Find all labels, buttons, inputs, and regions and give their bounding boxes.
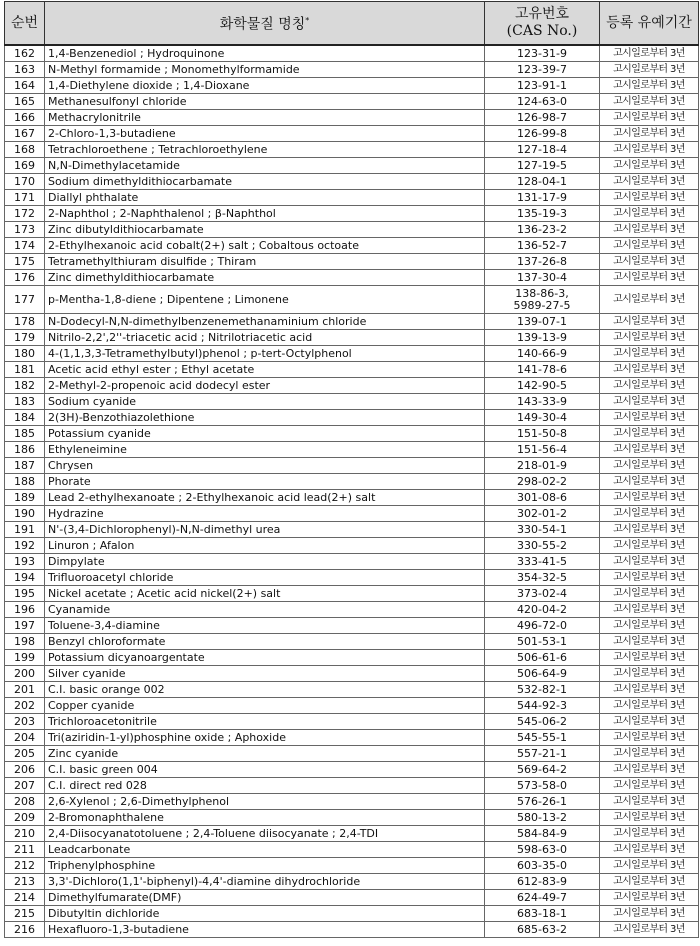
cas-number: 301-08-6	[485, 490, 600, 506]
chemical-name: Lead 2-ethylhexanoate ; 2-Ethylhexanoic acid lead(2+) salt	[45, 490, 485, 506]
cas-number: 569-64-2	[485, 762, 600, 778]
cas-number: 128-04-1	[485, 174, 600, 190]
table-row	[5, 714, 699, 730]
registration-grace-period: 고시일로부터 3년	[600, 586, 699, 602]
chemical-name: 2,6-Xylenol ; 2,6-Dimethylphenol	[45, 794, 485, 810]
table-row	[5, 458, 699, 474]
header-name-label: 화학물질 명칭	[219, 16, 306, 33]
chemical-name: 3,3'-Dichloro(1,1'-biphenyl)-4,4'-diamine dihydrochloride	[45, 874, 485, 890]
registration-grace-period: 고시일로부터 3년	[600, 826, 699, 842]
row-number: 168	[5, 142, 45, 158]
table-row	[5, 254, 699, 270]
chemical-name: Cyanamide	[45, 602, 485, 618]
header-cas-line2: (CAS No.)	[506, 23, 578, 39]
chemical-name: Leadcarbonate	[45, 842, 485, 858]
registration-grace-period: 고시일로부터 3년	[600, 554, 699, 570]
row-number: 166	[5, 110, 45, 126]
registration-grace-period: 고시일로부터 3년	[600, 746, 699, 762]
cas-number: 532-82-1	[485, 682, 600, 698]
chemical-name: 2-Chloro-1,3-butadiene	[45, 126, 485, 142]
table-row	[5, 330, 699, 346]
chemical-name: C.I. direct red 028	[45, 778, 485, 794]
chemical-name: Nitrilo-2,2',2''-triacetic acid ; Nitrilotriacetic acid	[45, 330, 485, 346]
cas-number: 506-61-6	[485, 650, 600, 666]
registration-grace-period: 고시일로부터 3년	[600, 110, 699, 126]
cas-number: 139-07-1	[485, 314, 600, 330]
registration-grace-period: 고시일로부터 3년	[600, 810, 699, 826]
registration-grace-period: 고시일로부터 3년	[600, 286, 699, 314]
registration-grace-period: 고시일로부터 3년	[600, 314, 699, 330]
registration-grace-period: 고시일로부터 3년	[600, 442, 699, 458]
table-row	[5, 206, 699, 222]
table-row	[5, 746, 699, 762]
registration-grace-period: 고시일로부터 3년	[600, 522, 699, 538]
registration-grace-period: 고시일로부터 3년	[600, 858, 699, 874]
chemical-table	[4, 1, 699, 938]
registration-grace-period: 고시일로부터 3년	[600, 45, 699, 62]
header-no: 순번	[5, 2, 45, 46]
cas-number: 137-26-8	[485, 254, 600, 270]
row-number: 189	[5, 490, 45, 506]
chemical-name: Phorate	[45, 474, 485, 490]
cas-number: 141-78-6	[485, 362, 600, 378]
table-row	[5, 586, 699, 602]
cas-number: 373-02-4	[485, 586, 600, 602]
row-number: 164	[5, 78, 45, 94]
cas-number: 124-63-0	[485, 94, 600, 110]
chemical-name: Triphenylphosphine	[45, 858, 485, 874]
chemical-name: Benzyl chloroformate	[45, 634, 485, 650]
registration-grace-period: 고시일로부터 3년	[600, 682, 699, 698]
table-row	[5, 110, 699, 126]
table-row	[5, 602, 699, 618]
table-row	[5, 890, 699, 906]
table-row	[5, 698, 699, 714]
row-number: 180	[5, 346, 45, 362]
cas-number: 545-55-1	[485, 730, 600, 746]
chemical-name: p-Mentha-1,8-diene ; Dipentene ; Limonene	[45, 286, 485, 314]
registration-grace-period: 고시일로부터 3년	[600, 190, 699, 206]
chemical-name: 4-(1,1,3,3-Tetramethylbutyl)phenol ; p-tert-Octylphenol	[45, 346, 485, 362]
chemical-name: Zinc cyanide	[45, 746, 485, 762]
row-number: 167	[5, 126, 45, 142]
row-number: 186	[5, 442, 45, 458]
registration-grace-period: 고시일로부터 3년	[600, 474, 699, 490]
row-number: 176	[5, 270, 45, 286]
registration-grace-period: 고시일로부터 3년	[600, 238, 699, 254]
registration-grace-period: 고시일로부터 3년	[600, 666, 699, 682]
cas-number	[485, 286, 600, 314]
row-number: 169	[5, 158, 45, 174]
cas-number: 123-39-7	[485, 62, 600, 78]
table-row	[5, 810, 699, 826]
table-row	[5, 346, 699, 362]
row-number: 165	[5, 94, 45, 110]
row-number: 201	[5, 682, 45, 698]
row-number: 195	[5, 586, 45, 602]
row-number: 174	[5, 238, 45, 254]
cas-number: 612-83-9	[485, 874, 600, 890]
cas-number-line2: 5989-27-5	[513, 298, 571, 312]
row-number: 187	[5, 458, 45, 474]
registration-grace-period: 고시일로부터 3년	[600, 362, 699, 378]
chemical-name: Diallyl phthalate	[45, 190, 485, 206]
table-row	[5, 94, 699, 110]
registration-grace-period: 고시일로부터 3년	[600, 714, 699, 730]
row-number: 178	[5, 314, 45, 330]
cas-number: 126-98-7	[485, 110, 600, 126]
row-number: 170	[5, 174, 45, 190]
registration-grace-period: 고시일로부터 3년	[600, 794, 699, 810]
cas-number: 149-30-4	[485, 410, 600, 426]
row-number: 198	[5, 634, 45, 650]
registration-grace-period: 고시일로부터 3년	[600, 618, 699, 634]
chemical-name: 1,4-Diethylene dioxide ; 1,4-Dioxane	[45, 78, 485, 94]
chemical-name: Linuron ; Afalon	[45, 538, 485, 554]
chemical-name: Methanesulfonyl chloride	[45, 94, 485, 110]
table-row	[5, 538, 699, 554]
registration-grace-period: 고시일로부터 3년	[600, 602, 699, 618]
chemical-name: N'-(3,4-Dichlorophenyl)-N,N-dimethyl urea	[45, 522, 485, 538]
table-row	[5, 490, 699, 506]
table-row	[5, 778, 699, 794]
table-row	[5, 442, 699, 458]
table-row	[5, 874, 699, 890]
cas-number: 506-64-9	[485, 666, 600, 682]
registration-grace-period: 고시일로부터 3년	[600, 394, 699, 410]
registration-grace-period: 고시일로부터 3년	[600, 126, 699, 142]
row-number: 177	[5, 286, 45, 314]
row-number: 190	[5, 506, 45, 522]
cas-number: 584-84-9	[485, 826, 600, 842]
cas-number: 151-56-4	[485, 442, 600, 458]
chemical-name: Copper cyanide	[45, 698, 485, 714]
chemical-name: Trifluoroacetyl chloride	[45, 570, 485, 586]
cas-number: 573-58-0	[485, 778, 600, 794]
row-number: 203	[5, 714, 45, 730]
table-row	[5, 858, 699, 874]
row-number: 184	[5, 410, 45, 426]
chemical-name: Hydrazine	[45, 506, 485, 522]
table-row	[5, 842, 699, 858]
chemical-name: Tetrachloroethene ; Tetrachloroethylene	[45, 142, 485, 158]
chemical-name: 2,4-Diisocyanatotoluene ; 2,4-Toluene diisocyanate ; 2,4-TDI	[45, 826, 485, 842]
table-row	[5, 474, 699, 490]
cas-number: 151-50-8	[485, 426, 600, 442]
cas-number: 136-23-2	[485, 222, 600, 238]
table-row	[5, 314, 699, 330]
registration-grace-period: 고시일로부터 3년	[600, 62, 699, 78]
header-name	[45, 2, 485, 46]
registration-grace-period: 고시일로부터 3년	[600, 874, 699, 890]
header-period: 등록 유예기간	[600, 2, 699, 46]
row-number: 214	[5, 890, 45, 906]
registration-grace-period: 고시일로부터 3년	[600, 634, 699, 650]
chemical-name: Zinc dibutyldithiocarbamate	[45, 222, 485, 238]
registration-grace-period: 고시일로부터 3년	[600, 506, 699, 522]
table-row	[5, 238, 699, 254]
registration-grace-period: 고시일로부터 3년	[600, 890, 699, 906]
row-number: 193	[5, 554, 45, 570]
table-row	[5, 554, 699, 570]
registration-grace-period: 고시일로부터 3년	[600, 254, 699, 270]
chemical-table-container	[4, 1, 698, 938]
row-number: 173	[5, 222, 45, 238]
table-row	[5, 762, 699, 778]
table-header-row	[5, 2, 699, 46]
row-number: 162	[5, 45, 45, 62]
row-number: 207	[5, 778, 45, 794]
registration-grace-period: 고시일로부터 3년	[600, 842, 699, 858]
row-number: 191	[5, 522, 45, 538]
table-row	[5, 634, 699, 650]
cas-number: 131-17-9	[485, 190, 600, 206]
table-row	[5, 174, 699, 190]
registration-grace-period: 고시일로부터 3년	[600, 174, 699, 190]
row-number: 213	[5, 874, 45, 890]
table-row	[5, 158, 699, 174]
registration-grace-period: 고시일로부터 3년	[600, 458, 699, 474]
cas-number: 545-06-2	[485, 714, 600, 730]
registration-grace-period: 고시일로부터 3년	[600, 570, 699, 586]
cas-number: 135-19-3	[485, 206, 600, 222]
cas-number: 580-13-2	[485, 810, 600, 826]
registration-grace-period: 고시일로부터 3년	[600, 158, 699, 174]
registration-grace-period: 고시일로부터 3년	[600, 78, 699, 94]
registration-grace-period: 고시일로부터 3년	[600, 698, 699, 714]
chemical-name: Dibutyltin dichloride	[45, 906, 485, 922]
cas-number: 298-02-2	[485, 474, 600, 490]
cas-number: 139-13-9	[485, 330, 600, 346]
cas-number: 496-72-0	[485, 618, 600, 634]
registration-grace-period: 고시일로부터 3년	[600, 538, 699, 554]
registration-grace-period: 고시일로부터 3년	[600, 490, 699, 506]
cas-number: 354-32-5	[485, 570, 600, 586]
table-row	[5, 650, 699, 666]
row-number: 199	[5, 650, 45, 666]
table-row	[5, 730, 699, 746]
cas-number: 123-91-1	[485, 78, 600, 94]
row-number: 175	[5, 254, 45, 270]
registration-grace-period: 고시일로부터 3년	[600, 206, 699, 222]
table-row	[5, 142, 699, 158]
cas-number: 127-18-4	[485, 142, 600, 158]
chemical-name: Chrysen	[45, 458, 485, 474]
row-number: 194	[5, 570, 45, 586]
chemical-name: Dimpylate	[45, 554, 485, 570]
cas-number: 330-55-2	[485, 538, 600, 554]
row-number: 208	[5, 794, 45, 810]
row-number: 206	[5, 762, 45, 778]
table-row	[5, 426, 699, 442]
chemical-name: Potassium dicyanoargentate	[45, 650, 485, 666]
row-number: 204	[5, 730, 45, 746]
chemical-name: 1,4-Benzenediol ; Hydroquinone	[45, 45, 485, 62]
registration-grace-period: 고시일로부터 3년	[600, 222, 699, 238]
chemical-name: N-Dodecyl-N,N-dimethylbenzenemethanaminium chloride	[45, 314, 485, 330]
cas-number: 126-99-8	[485, 126, 600, 142]
chemical-name: Toluene-3,4-diamine	[45, 618, 485, 634]
registration-grace-period: 고시일로부터 3년	[600, 650, 699, 666]
chemical-name: Ethyleneimine	[45, 442, 485, 458]
row-number: 192	[5, 538, 45, 554]
row-number: 205	[5, 746, 45, 762]
table-row	[5, 190, 699, 206]
table-row	[5, 270, 699, 286]
table-row	[5, 570, 699, 586]
cas-number: 123-31-9	[485, 45, 600, 62]
chemical-name: Nickel acetate ; Acetic acid nickel(2+) salt	[45, 586, 485, 602]
chemical-name: Hexafluoro-1,3-butadiene	[45, 922, 485, 938]
chemical-name: Methacrylonitrile	[45, 110, 485, 126]
registration-grace-period: 고시일로부터 3년	[600, 410, 699, 426]
table-row	[5, 906, 699, 922]
chemical-name: N,N-Dimethylacetamide	[45, 158, 485, 174]
cas-number: 330-54-1	[485, 522, 600, 538]
table-row	[5, 826, 699, 842]
cas-number: 140-66-9	[485, 346, 600, 362]
registration-grace-period: 고시일로부터 3년	[600, 142, 699, 158]
header-name-mark: *	[305, 16, 310, 26]
chemical-name: Sodium cyanide	[45, 394, 485, 410]
cas-number: 576-26-1	[485, 794, 600, 810]
row-number: 216	[5, 922, 45, 938]
cas-number: 333-41-5	[485, 554, 600, 570]
cas-number: 683-18-1	[485, 906, 600, 922]
table-row	[5, 522, 699, 538]
cas-number: 544-92-3	[485, 698, 600, 714]
header-cas	[485, 2, 600, 46]
table-row	[5, 922, 699, 938]
chemical-name: 2-Naphthol ; 2-Naphthalenol ; β-Naphthol	[45, 206, 485, 222]
table-row	[5, 126, 699, 142]
row-number: 171	[5, 190, 45, 206]
row-number: 163	[5, 62, 45, 78]
cas-number: 501-53-1	[485, 634, 600, 650]
cas-number: 598-63-0	[485, 842, 600, 858]
table-row	[5, 362, 699, 378]
registration-grace-period: 고시일로부터 3년	[600, 330, 699, 346]
cas-number: 603-35-0	[485, 858, 600, 874]
table-body	[5, 45, 699, 938]
row-number: 197	[5, 618, 45, 634]
chemical-name: Tetramethylthiuram disulfide ; Thiram	[45, 254, 485, 270]
chemical-name: Dimethylfumarate(DMF)	[45, 890, 485, 906]
table-row	[5, 794, 699, 810]
registration-grace-period: 고시일로부터 3년	[600, 94, 699, 110]
row-number: 200	[5, 666, 45, 682]
registration-grace-period: 고시일로부터 3년	[600, 378, 699, 394]
cas-number: 142-90-5	[485, 378, 600, 394]
cas-number: 557-21-1	[485, 746, 600, 762]
chemical-name: 2-Ethylhexanoic acid cobalt(2+) salt ; Cobaltous octoate	[45, 238, 485, 254]
chemical-name: C.I. basic orange 002	[45, 682, 485, 698]
cas-number-line1: 138-86-3,	[515, 286, 569, 300]
table-row	[5, 45, 699, 62]
chemical-name: Trichloroacetonitrile	[45, 714, 485, 730]
registration-grace-period: 고시일로부터 3년	[600, 730, 699, 746]
table-row	[5, 378, 699, 394]
registration-grace-period: 고시일로부터 3년	[600, 346, 699, 362]
table-row	[5, 286, 699, 314]
chemical-name: C.I. basic green 004	[45, 762, 485, 778]
chemical-name: N-Methyl formamide ; Monomethylformamide	[45, 62, 485, 78]
row-number: 181	[5, 362, 45, 378]
row-number: 172	[5, 206, 45, 222]
registration-grace-period: 고시일로부터 3년	[600, 906, 699, 922]
row-number: 215	[5, 906, 45, 922]
row-number: 185	[5, 426, 45, 442]
chemical-name: 2-Bromonaphthalene	[45, 810, 485, 826]
row-number: 202	[5, 698, 45, 714]
registration-grace-period: 고시일로부터 3년	[600, 270, 699, 286]
registration-grace-period: 고시일로부터 3년	[600, 426, 699, 442]
chemical-name: Zinc dimethyldithiocarbamate	[45, 270, 485, 286]
table-row	[5, 222, 699, 238]
chemical-name: 2-Methyl-2-propenoic acid dodecyl ester	[45, 378, 485, 394]
cas-number: 420-04-2	[485, 602, 600, 618]
chemical-name: Tri(aziridin-1-yl)phosphine oxide ; Aphoxide	[45, 730, 485, 746]
row-number: 183	[5, 394, 45, 410]
cas-number: 143-33-9	[485, 394, 600, 410]
cas-number: 624-49-7	[485, 890, 600, 906]
table-row	[5, 506, 699, 522]
registration-grace-period: 고시일로부터 3년	[600, 762, 699, 778]
chemical-name: Acetic acid ethyl ester ; Ethyl acetate	[45, 362, 485, 378]
table-row	[5, 394, 699, 410]
row-number: 211	[5, 842, 45, 858]
row-number: 196	[5, 602, 45, 618]
chemical-name: 2(3H)-Benzothiazolethione	[45, 410, 485, 426]
cas-number: 218-01-9	[485, 458, 600, 474]
table-row	[5, 618, 699, 634]
registration-grace-period: 고시일로부터 3년	[600, 922, 699, 938]
row-number: 209	[5, 810, 45, 826]
table-row	[5, 62, 699, 78]
row-number: 182	[5, 378, 45, 394]
cas-number: 137-30-4	[485, 270, 600, 286]
cas-number: 685-63-2	[485, 922, 600, 938]
cas-number: 136-52-7	[485, 238, 600, 254]
cas-number: 302-01-2	[485, 506, 600, 522]
table-row	[5, 78, 699, 94]
table-row	[5, 410, 699, 426]
cas-number: 127-19-5	[485, 158, 600, 174]
chemical-name: Silver cyanide	[45, 666, 485, 682]
row-number: 179	[5, 330, 45, 346]
table-row	[5, 666, 699, 682]
row-number: 188	[5, 474, 45, 490]
header-cas-line1: 고유번호	[514, 6, 570, 22]
row-number: 212	[5, 858, 45, 874]
chemical-name: Potassium cyanide	[45, 426, 485, 442]
row-number: 210	[5, 826, 45, 842]
registration-grace-period: 고시일로부터 3년	[600, 778, 699, 794]
chemical-name: Sodium dimethyldithiocarbamate	[45, 174, 485, 190]
table-row	[5, 682, 699, 698]
